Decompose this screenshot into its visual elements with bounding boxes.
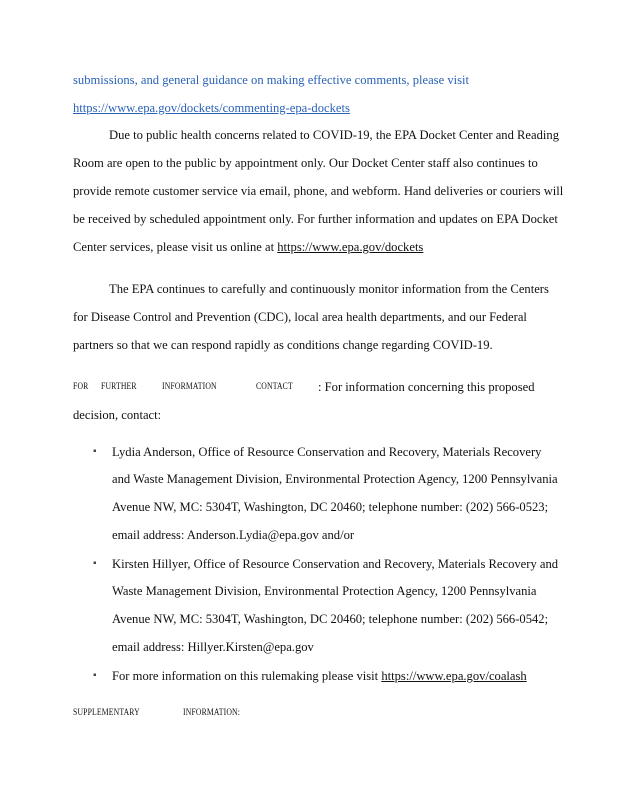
bullet2-line4: email address: Hillyer.Kirsten@epa.gov bbox=[112, 640, 314, 654]
bullet1-line2: and Waste Management Division, Environmental Protection Agency, 1200 Pennsylvania bbox=[112, 472, 558, 486]
bullet3-line bbox=[112, 668, 527, 684]
coalash-link[interactable]: https://www.epa.gov/coalash bbox=[381, 669, 527, 683]
supplementary-heading: SUPPLEMENTARY bbox=[73, 708, 140, 718]
contact-line2: decision, contact: bbox=[73, 408, 162, 422]
contact-heading-further: FURTHER bbox=[101, 382, 137, 392]
dockets-link[interactable]: https://www.epa.gov/dockets bbox=[277, 240, 424, 254]
para1-line5 bbox=[73, 239, 423, 255]
bullet2-line2: Waste Management Division, Environmental Protection Agency, 1200 Pennsylvania bbox=[112, 584, 537, 598]
bullet-marker: ▪ bbox=[93, 670, 97, 681]
para2-line3: partners so that we can respond rapidly as conditions change regarding COVID-19. bbox=[73, 338, 493, 352]
bullet1-line3: Avenue NW, MC: 5304T, Washington, DC 20460; telephone number: (202) 566-0523; bbox=[112, 500, 549, 514]
contact-heading-for: FOR bbox=[73, 382, 89, 392]
para1-line2: Room are open to the public by appointment only. Our Docket Center staff also continues to bbox=[73, 156, 538, 170]
bullet-marker: ▪ bbox=[93, 558, 97, 569]
supplementary-information-heading: INFORMATION: bbox=[183, 708, 241, 718]
para1-line3: provide remote customer service via email, phone, and webform. Hand deliveries or couriers will bbox=[73, 184, 564, 198]
intro-link-line bbox=[73, 100, 350, 116]
para1-line1: Due to public health concerns related to COVID-19, the EPA Docket Center and Reading bbox=[109, 128, 559, 142]
bullet1-line4: email address: Anderson.Lydia@epa.gov and/or bbox=[112, 528, 355, 542]
commenting-dockets-link[interactable]: https://www.epa.gov/dockets/commenting-epa-dockets bbox=[73, 101, 350, 115]
bullet3-text: For more information on this rulemaking please visit bbox=[112, 669, 382, 683]
para1-line5-text: Center services, please visit us online at bbox=[73, 240, 278, 254]
intro-line: submissions, and general guidance on making effective comments, please visit bbox=[73, 73, 470, 87]
bullet2-line1: Kirsten Hillyer, Office of Resource Conservation and Recovery, Materials Recovery and bbox=[112, 557, 559, 571]
bullet2-line3: Avenue NW, MC: 5304T, Washington, DC 20460; telephone number: (202) 566-0542; bbox=[112, 612, 549, 626]
bullet1-line1: Lydia Anderson, Office of Resource Conservation and Recovery, Materials Recovery bbox=[112, 445, 542, 459]
para1-line4: be received by scheduled appointment only. For further information and updates on EPA Docket bbox=[73, 212, 558, 226]
para2-line1: The EPA continues to carefully and continuously monitor information from the Centers bbox=[109, 282, 549, 296]
contact-heading-rest: : For information concerning this proposed bbox=[318, 380, 535, 394]
para2-line2: for Disease Control and Prevention (CDC), local area health departments, and our Federal bbox=[73, 310, 527, 324]
contact-heading-information: INFORMATION bbox=[162, 382, 217, 392]
bullet-marker: ▪ bbox=[93, 446, 97, 457]
contact-heading-contact: CONTACT bbox=[256, 382, 293, 392]
